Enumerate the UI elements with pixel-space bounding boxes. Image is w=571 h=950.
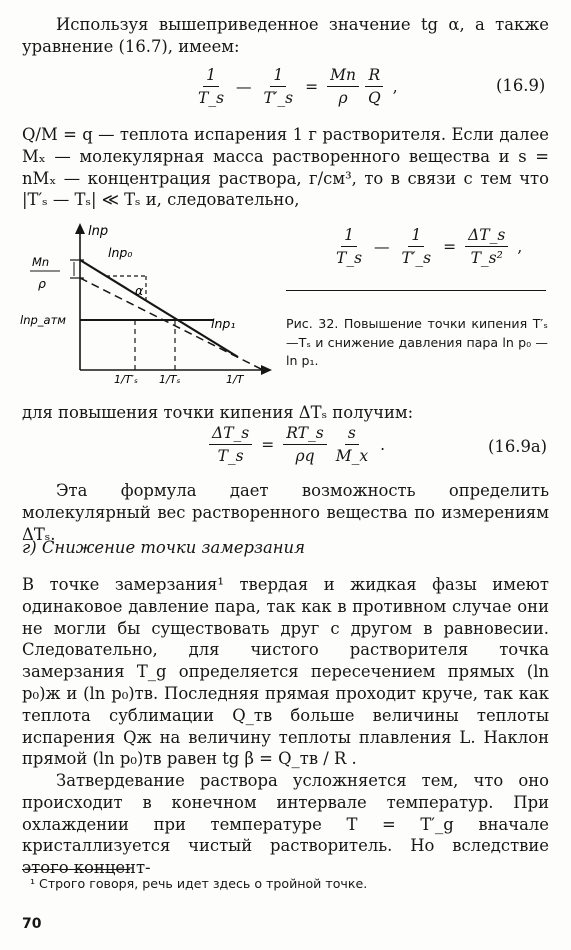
equation-number-16-9a: (16.9а) <box>488 437 548 456</box>
line-lnp0 <box>80 260 238 357</box>
paragraph-freezing: В точке замерзания¹ твердая и жидкая фазы имеют одинаковое давление пара, так как в противном случае они не могли бы существовать друг с другом в равновесии. Следовательно, для чистого растворителя точка замерзания T_g определяется пересечением прямых (ln p₀)ж и (ln p₀)тв. Последняя прямая проходит круче, так как теплота сублимации Q_тв больше величины теплоты испарения Qж на величину теплоты плавления L. Наклон прямой (ln p₀)тв равен tg β = Q_тв / R . <box>22 575 549 769</box>
equation-side: $\frac{1}{T\_s}$ — $\frac{1}{T'\_s}$ = $\frac{\Delta T\_s}{\text{T\_s²}}$ , <box>336 226 523 267</box>
equation-16-9: $\frac{1}{T\_s}$ — $\frac{1}{T'\_s}$ = $\frac{Mn}{\rho}$ $\frac{R}{Q}$ , <box>198 66 398 107</box>
figure-32 <box>18 220 280 385</box>
x-axis-arrow <box>261 365 272 375</box>
equation-16-9a: $\frac{\Delta T\_s}{T\_s}$ = $\frac{RT\_s}{\rho q}$ $\frac{s}{M\_x}$ . <box>206 424 391 465</box>
label-mn: Mn <box>32 255 50 269</box>
figure-caption: Рис. 32. Повышение точки кипения T′ₛ—Tₛ и снижение давления пара ln p₀ — ln p₁. <box>286 316 548 368</box>
paragraph-definitions: Q/M = q — теплота испарения 1 г растворителя. Если далее Mₓ — молекулярная масса растворенного вещества и s = nMₓ — концентрация раствора, г/см³, то в связи с тем что |T′ₛ — Tₛ| ≪ Tₛ и, следовательно, <box>22 125 549 210</box>
label-lnp-atm: lnp_атм <box>20 313 66 327</box>
paragraph-intro: Используя вышеприведенное значение tg α, а также уравнение (16.7), имеем: <box>22 15 549 56</box>
label-lnp0: lnp₀ <box>108 245 133 260</box>
paragraph-solidification: Затвердевание раствора усложняется тем, что оно происходит в конечном интервале температур. При охлаждении при температуре T = T′_g вначале кристаллизуется чистый растворитель. Но вследствие этого концент- <box>22 771 549 878</box>
footnote-rule <box>22 869 130 870</box>
paragraph-boiling: для повышения точки кипения ΔTₛ получим: <box>22 403 414 422</box>
tick-label-1-ts: 1/Tₛ <box>159 373 181 385</box>
y-axis-arrow <box>75 223 85 234</box>
section-heading: г) Снижение точки замерзания <box>22 538 305 557</box>
page-number: 70 <box>22 916 42 932</box>
line-lnp1 <box>80 278 263 370</box>
caption-rule <box>286 290 546 291</box>
y-axis-label: lnp <box>88 224 109 239</box>
equation-number-16-9: (16.9) <box>496 76 546 95</box>
x-axis-label: 1/T <box>226 373 244 385</box>
label-alpha: α <box>135 283 144 298</box>
label-lnp1: lnp₁ <box>211 316 236 331</box>
tick-label-1-ts-prime: 1/T′ₛ <box>114 373 139 385</box>
paragraph-molecular-weight: Эта формула дает возможность определить молекулярный вес растворенного вещества по измерениям ΔTₛ. <box>22 481 549 544</box>
label-rho: ρ <box>38 276 46 291</box>
footnote: ¹ Строго говоря, речь идет здесь о тройной точке. <box>30 876 368 891</box>
